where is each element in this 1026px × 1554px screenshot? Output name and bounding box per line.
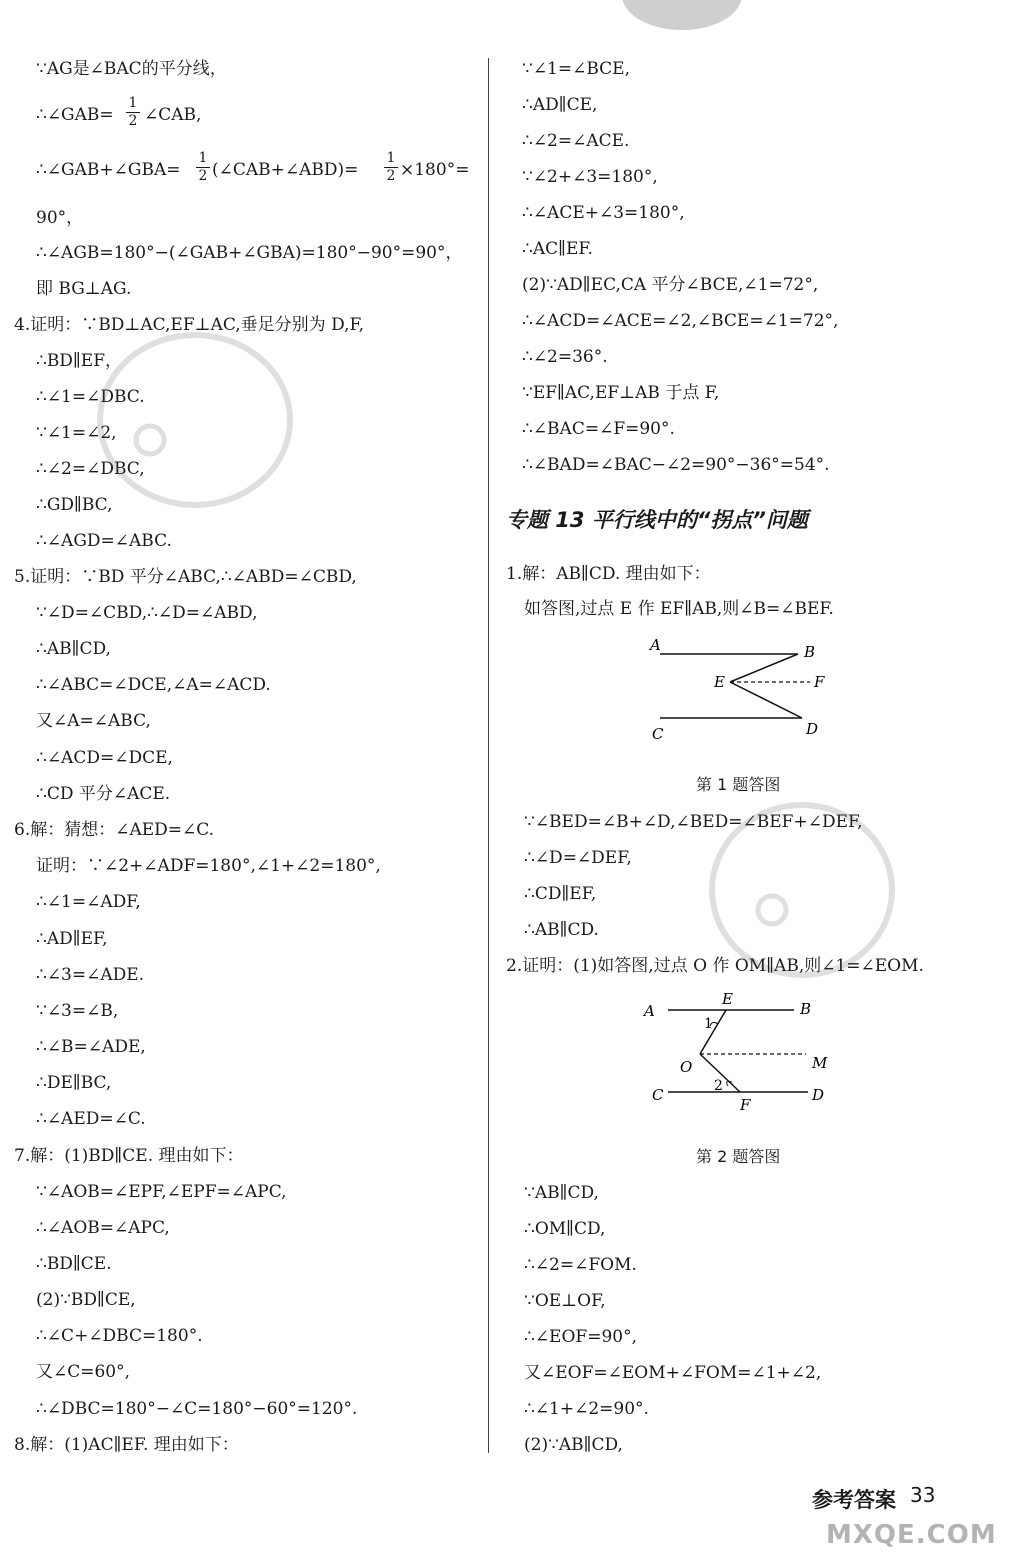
label-c: C — [652, 725, 664, 743]
label-a: A — [644, 1002, 655, 1020]
text-line: 又∠C=60°, — [36, 1362, 131, 1382]
page-number: 33 — [910, 1483, 936, 1507]
text-line: 如答图,过点 E 作 EF∥AB,则∠B=∠BEF. — [524, 599, 834, 619]
text-line: ∴∠2=∠FOM. — [524, 1255, 637, 1275]
text-line: ∴CD∥EF, — [524, 884, 597, 904]
text-line: ∵AG是∠BAC的平分线， — [36, 59, 227, 79]
fraction-numerator: 1 — [128, 95, 138, 111]
text-line: ∵∠BED=∠B+∠D,∠BED=∠BEF+∠DEF, — [524, 812, 863, 832]
text-line: (2)∵AB∥CD, — [524, 1435, 623, 1455]
text-line: ∴DE∥BC, — [36, 1073, 112, 1093]
fraction-denominator: 2 — [128, 113, 138, 129]
fraction-numerator: 1 — [198, 150, 208, 166]
fraction-denominator: 2 — [198, 168, 208, 184]
text-line: ∴∠ABC=∠DCE,∠A=∠ACD. — [36, 675, 271, 695]
label-a: A — [650, 636, 661, 654]
text-segment: ∴∠GAB+∠GBA= — [36, 160, 181, 180]
text-line: ∴BD∥CE. — [36, 1254, 112, 1274]
label-d: D — [806, 720, 819, 738]
text-line — [36, 104, 114, 126]
label-b: B — [804, 643, 816, 661]
text-line: ∵∠3=∠B, — [36, 1001, 119, 1021]
text-line: ∴∠AGB=180°−(∠GAB+∠GBA)=180°−90°=90°， — [36, 243, 463, 263]
figure-2-diagram — [642, 990, 842, 1120]
text-line: (2)∵AD∥EC,CA 平分∠BCE,∠1=72°, — [522, 275, 819, 295]
text-line: ∴∠AED=∠C. — [36, 1109, 146, 1129]
text-line: ∴∠2=36°. — [522, 347, 608, 367]
text-line: ∴∠B=∠ADE, — [36, 1037, 146, 1057]
label-d: D — [812, 1086, 825, 1104]
text-line: 4.证明：∵BD⊥AC,EF⊥AC,垂足分别为 D,F, — [14, 315, 365, 335]
text-line: (2)∵BD∥CE, — [36, 1290, 136, 1310]
footer-label: 参考答案 — [812, 1488, 896, 1512]
text-line: ∴∠ACE+∠3=180°, — [522, 203, 685, 223]
text-line: ∴∠EOF=90°, — [524, 1327, 637, 1347]
text-line: ∴∠1=∠ADF, — [36, 892, 141, 912]
text-line: ∵∠D=∠CBD,∴∠D=∠ABD, — [36, 603, 258, 623]
angle-1-label: 1 — [704, 1016, 713, 1032]
text-line: ∴∠C+∠DBC=180°. — [36, 1326, 203, 1346]
text-line: ∴∠BAC=∠F=90°. — [522, 419, 675, 439]
text-segment: ∴∠GAB= — [36, 105, 114, 125]
label-f: F — [740, 1096, 751, 1114]
figure-2-caption: 第 2 题答图 — [696, 1147, 781, 1166]
text-line: ∵OE⊥OF, — [524, 1291, 606, 1311]
text-line: ∴∠ACD=∠ACE=∠2,∠BCE=∠1=72°, — [522, 311, 839, 331]
watermark-logo — [702, 790, 902, 990]
watermark-logo — [90, 320, 300, 520]
text-line: 8.解：(1)AC∥EF. 理由如下： — [14, 1435, 239, 1455]
text-line: ∴CD 平分∠ACE. — [36, 784, 171, 804]
text-line: ∴∠AOB=∠APC, — [36, 1218, 170, 1238]
text-line: 2.证明：(1)如答图,过点 O 作 OM∥AB,则∠1=∠EOM. — [506, 956, 924, 976]
label-e: E — [722, 990, 733, 1008]
text-line: ∴∠1+∠2=90°. — [524, 1399, 649, 1419]
fraction — [384, 151, 398, 184]
text-line: ∴AD∥EF, — [36, 929, 108, 949]
text-segment: ∠CAB, — [144, 105, 202, 125]
text-line: ∴BD∥EF， — [36, 351, 122, 371]
label-m: M — [812, 1054, 828, 1072]
text-line: ∴∠1=∠DBC. — [36, 387, 145, 407]
text-line: ∴GD∥BC, — [36, 495, 113, 515]
label-o: O — [680, 1058, 693, 1076]
text-line: ∵∠1=∠2, — [36, 423, 117, 443]
top-decoration — [622, 0, 742, 30]
text-line: ∴AD∥CE, — [522, 95, 598, 115]
fraction — [126, 96, 140, 129]
angle-2-label: 2 — [714, 1078, 723, 1094]
text-line: ∵AB∥CD, — [524, 1183, 599, 1203]
text-line: ∴AC∥EF. — [522, 239, 593, 259]
text-line: ∵EF∥AC,EF⊥AB 于点 F, — [522, 383, 720, 403]
text-line: 5.证明：∵BD 平分∠ABC,∴∠ABD=∠CBD, — [14, 567, 357, 587]
text-line: ∴∠2=∠DBC, — [36, 459, 145, 479]
label-b: B — [800, 1000, 812, 1018]
text-line: 6.解：猜想：∠AED=∠C. — [14, 820, 215, 840]
topic-title: 专题 13 平行线中的“拐点”问题 — [506, 508, 808, 532]
text-line: ∵∠2+∠3=180°, — [522, 167, 658, 187]
text-line: ∵∠1=∠BCE, — [522, 59, 630, 79]
figure-1-caption: 第 1 题答图 — [696, 775, 781, 794]
text-line: ∴∠DBC=180°−∠C=180°−60°=120°. — [36, 1399, 358, 1419]
text-line: ∴AB∥CD. — [524, 920, 599, 940]
text-line: ∴∠AGD=∠ABC. — [36, 531, 172, 551]
text-line: 即 BG⊥AG. — [36, 279, 132, 299]
text-line: 90°， — [36, 208, 84, 228]
text-line: ∴AB∥CD, — [36, 639, 111, 659]
label-e: E — [714, 673, 725, 691]
text-line: ∵∠AOB=∠EPF,∠EPF=∠APC, — [36, 1182, 287, 1202]
text-line: 7.解：(1)BD∥CE. 理由如下： — [14, 1146, 244, 1166]
text-line: ∴∠BAD=∠BAC−∠2=90°−36°=54°. — [522, 455, 830, 475]
text-line: 1.解：AB∥CD. 理由如下： — [506, 564, 711, 584]
text-line: ∴∠2=∠ACE. — [522, 131, 630, 151]
fraction — [196, 151, 210, 184]
fraction-denominator: 2 — [386, 168, 396, 184]
text-line: ∴OM∥CD, — [524, 1219, 606, 1239]
text-segment: ×180°= — [400, 160, 470, 180]
text-line: ∴∠ACD=∠DCE, — [36, 748, 173, 768]
site-watermark: MXQE.COM — [826, 1520, 997, 1550]
label-f: F — [814, 673, 825, 691]
text-segment: (∠CAB+∠ABD)= — [212, 160, 359, 180]
column-divider — [488, 58, 489, 1453]
text-line: 证明：∵∠2+∠ADF=180°,∠1+∠2=180°, — [36, 856, 381, 876]
figure-1-diagram — [642, 632, 832, 747]
text-line: 又∠A=∠ABC, — [36, 711, 151, 731]
text-line: 又∠EOF=∠EOM+∠FOM=∠1+∠2, — [524, 1363, 822, 1383]
text-line: ∴∠3=∠ADE. — [36, 965, 145, 985]
text-line: ∴∠D=∠DEF, — [524, 848, 632, 868]
label-c: C — [652, 1086, 664, 1104]
fraction-numerator: 1 — [386, 150, 396, 166]
